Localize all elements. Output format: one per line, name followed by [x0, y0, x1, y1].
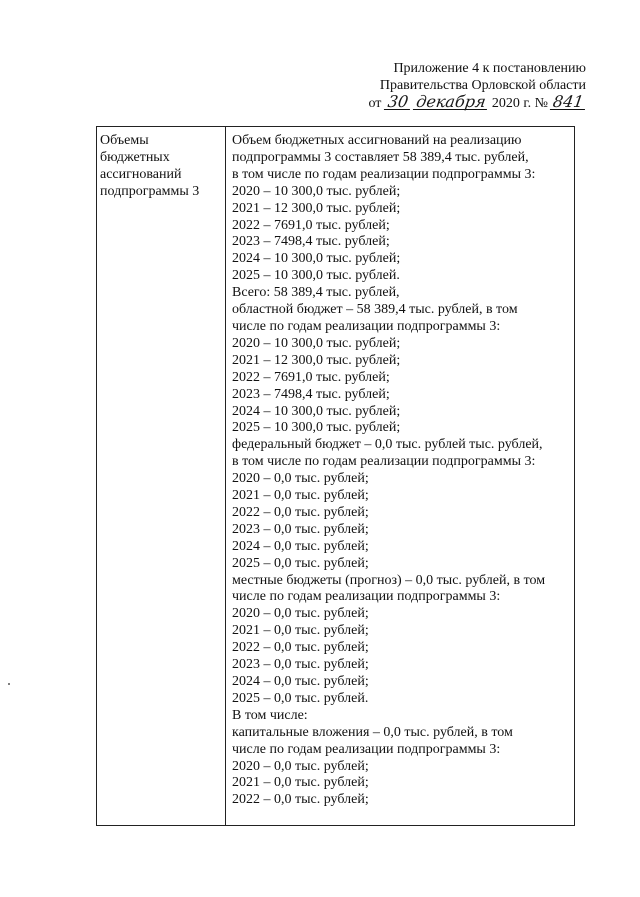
left-label-line: ассигнований — [100, 166, 182, 182]
table-text-line: областной бюджет – 58 389,4 тыс. рублей, в том — [232, 302, 518, 318]
scan-speck — [8, 683, 10, 685]
handwritten-day: 30 — [384, 94, 412, 110]
table-text-line: числе по годам реализации подпрограммы 3: — [232, 589, 501, 605]
table-text-line: 2025 – 0,0 тыс. рублей. — [232, 690, 369, 706]
table-text-line: 2023 – 0,0 тыс. рублей; — [232, 521, 369, 537]
table-text-line: числе по годам реализации подпрограммы 3: — [232, 318, 501, 334]
table-text-line: В том числе: — [232, 707, 308, 723]
table-text-line: 2020 – 10 300,0 тыс. рублей; — [232, 183, 401, 199]
table-text-line: местные бюджеты (прогноз) – 0,0 тыс. рублей, в том — [232, 572, 546, 588]
table-text-line: 2021 – 0,0 тыс. рублей; — [232, 488, 369, 504]
table-text-line: 2023 – 7498,4 тыс. рублей; — [232, 234, 390, 250]
table-text-line: 2022 – 7691,0 тыс. рублей; — [232, 217, 390, 233]
header-appendix-line: Приложение 4 к постановлению — [393, 61, 586, 76]
table-text-line: 2024 – 0,0 тыс. рублей; — [232, 538, 369, 554]
table-text-line: капитальные вложения – 0,0 тыс. рублей, в том — [232, 724, 513, 740]
table-text-line: подпрограммы 3 составляет 58 389,4 тыс. рублей, — [232, 149, 529, 165]
left-label-line: подпрограммы 3 — [100, 183, 200, 199]
table-text-line: 2021 – 0,0 тыс. рублей; — [232, 775, 369, 791]
table-text-line: Объем бюджетных ассигнований на реализацию — [232, 133, 522, 148]
table-text-line: 2022 – 0,0 тыс. рублей; — [232, 792, 369, 808]
table-text-line: 2021 – 12 300,0 тыс. рублей; — [232, 200, 401, 216]
header-prefix-ot: от — [368, 96, 382, 111]
header-date-line — [316, 94, 586, 112]
table-right-column — [226, 127, 574, 825]
table-text-line: 2025 – 0,0 тыс. рублей; — [232, 555, 369, 571]
table-text-line: 2024 – 10 300,0 тыс. рублей; — [232, 403, 401, 419]
header-government-line: Правительства Орловской области — [379, 78, 586, 93]
table-text-line: 2023 – 0,0 тыс. рублей; — [232, 657, 369, 673]
table-text-line: 2022 – 0,0 тыс. рублей; — [232, 504, 369, 520]
table-text-line: 2021 – 12 300,0 тыс. рублей; — [232, 352, 401, 368]
handwritten-doc-number: 841 — [552, 92, 586, 111]
budget-table — [96, 126, 575, 826]
table-text-line: числе по годам реализации подпрограммы 3: — [232, 741, 501, 757]
table-text-line: 2022 – 0,0 тыс. рублей; — [232, 640, 369, 656]
table-text-line: 2025 – 10 300,0 тыс. рублей. — [232, 268, 400, 284]
header-year: 2020 г. № — [491, 96, 548, 111]
document-header — [316, 60, 586, 112]
left-label-line: Объемы — [100, 133, 149, 148]
table-text-line: в том числе по годам реализации подпрограммы 3: — [232, 454, 536, 470]
table-text-line: 2021 – 0,0 тыс. рублей; — [232, 623, 369, 639]
table-text-line: 2024 – 0,0 тыс. рублей; — [232, 674, 369, 689]
table-text-line: 2022 – 7691,0 тыс. рублей; — [232, 369, 390, 385]
table-text-line: 2020 – 0,0 тыс. рублей; — [232, 606, 369, 622]
handwritten-month: декабря — [413, 94, 489, 110]
left-label-line: бюджетных — [100, 149, 170, 165]
table-text-line: в том числе по годам реализации подпрограммы 3: — [232, 166, 536, 182]
table-text-line: 2020 – 0,0 тыс. рублей; — [232, 758, 369, 774]
table-left-column — [97, 127, 226, 825]
table-text-line: 2025 – 10 300,0 тыс. рублей; — [232, 420, 401, 436]
table-text-line: 2024 – 10 300,0 тыс. рублей; — [232, 251, 401, 267]
table-text-line: федеральный бюджет – 0,0 тыс. рублей тыс. рублей, — [232, 437, 543, 453]
table-text-line: 2023 – 7498,4 тыс. рублей; — [232, 386, 390, 402]
table-text-line: 2020 – 10 300,0 тыс. рублей; — [232, 335, 401, 351]
table-text-line: Всего: 58 389,4 тыс. рублей, — [232, 285, 400, 301]
table-text-line: 2020 – 0,0 тыс. рублей; — [232, 471, 369, 487]
